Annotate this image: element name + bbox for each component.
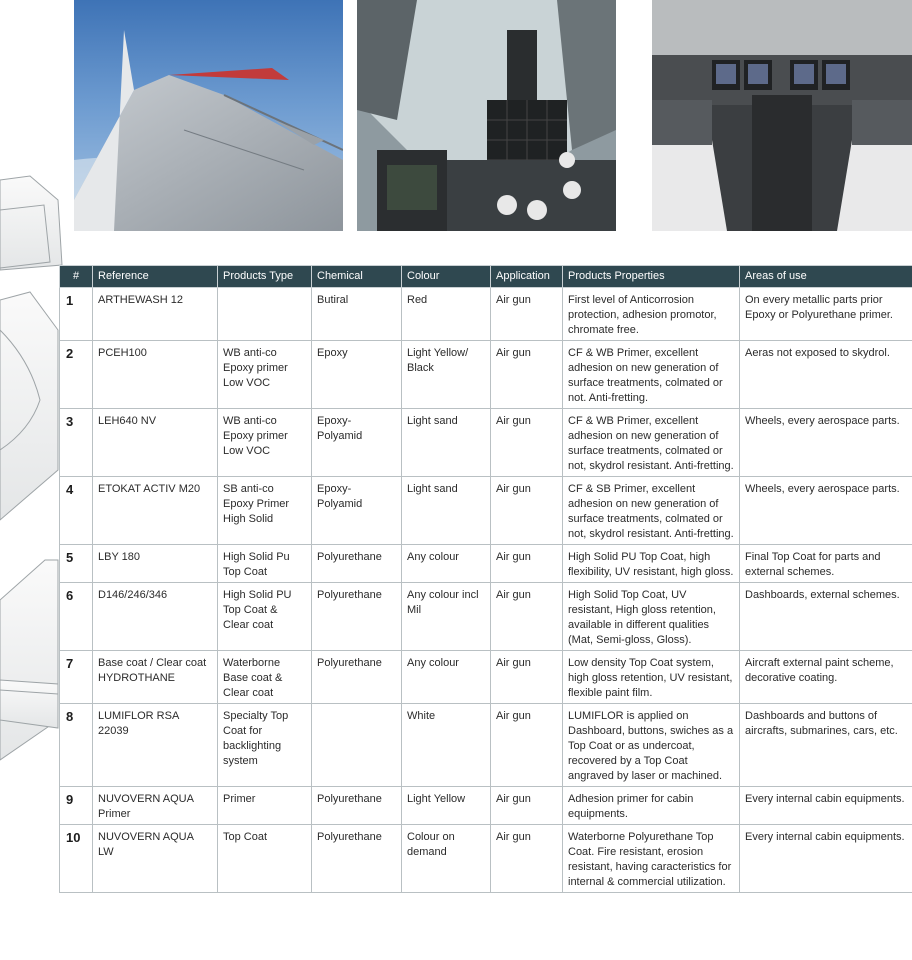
cell-application: Air gun (491, 288, 563, 341)
cell-areas-of-use: Dashboards, external schemes. (740, 583, 912, 651)
cell-colour: Red (402, 288, 491, 341)
cell-reference: ETOKAT ACTIV M20 (93, 477, 218, 545)
cell-chemical: Polyurethane (312, 787, 402, 825)
cell-products-type: Specialty Top Coat for backlighting system (218, 704, 312, 787)
cell-properties: CF & SB Primer, excellent adhesion on new generation of surface treatments, colmated or not, skydrol resistant. Anti-fretting. (563, 477, 740, 545)
cell-chemical (312, 704, 402, 787)
cell-application: Air gun (491, 477, 563, 545)
row-number: 3 (60, 409, 93, 477)
cell-application: Air gun (491, 583, 563, 651)
wing-photo (74, 0, 343, 231)
cell-chemical: Epoxy (312, 341, 402, 409)
cell-colour: Light sand (402, 477, 491, 545)
cell-application: Air gun (491, 825, 563, 893)
row-number: 8 (60, 704, 93, 787)
cell-chemical: Epoxy-Polyamid (312, 409, 402, 477)
cell-chemical: Polyurethane (312, 583, 402, 651)
cell-colour: Light Yellow/ Black (402, 341, 491, 409)
cell-chemical: Polyurethane (312, 545, 402, 583)
row-number: 1 (60, 288, 93, 341)
cell-areas-of-use: Final Top Coat for parts and external schemes. (740, 545, 912, 583)
cell-products-type: High Solid Pu Top Coat (218, 545, 312, 583)
cell-reference: LBY 180 (93, 545, 218, 583)
cell-application: Air gun (491, 409, 563, 477)
table-row (60, 787, 912, 825)
cell-chemical: Butiral (312, 288, 402, 341)
table-row (60, 409, 912, 477)
col-header-colour: Colour (402, 266, 491, 288)
cell-products-type: Primer (218, 787, 312, 825)
cell-properties: Low density Top Coat system, high gloss retention, UV resistant, flexible paint film. (563, 651, 740, 704)
row-number: 6 (60, 583, 93, 651)
cockpit-photo (357, 0, 616, 231)
table-row (60, 651, 912, 704)
cell-products-type: WB anti-co Epoxy primer Low VOC (218, 341, 312, 409)
table-row (60, 545, 912, 583)
cell-areas-of-use: On every metallic parts prior Epoxy or Polyurethane primer. (740, 288, 912, 341)
table-row (60, 583, 912, 651)
row-number: 5 (60, 545, 93, 583)
cell-colour: Light Yellow (402, 787, 491, 825)
cell-areas-of-use: Wheels, every aerospace parts. (740, 477, 912, 545)
col-header-products-properties: Products Properties (563, 266, 740, 288)
cell-colour: Colour on demand (402, 825, 491, 893)
cell-reference: ARTHEWASH 12 (93, 288, 218, 341)
cell-properties: Waterborne Polyurethane Top Coat. Fire resistant, erosion resistant, having caracteristics for internal & commercial utilization. (563, 825, 740, 893)
cell-areas-of-use: Every internal cabin equipments. (740, 825, 912, 893)
cell-areas-of-use: Every internal cabin equipments. (740, 787, 912, 825)
cell-application: Air gun (491, 704, 563, 787)
cell-reference: LEH640 NV (93, 409, 218, 477)
cell-areas-of-use: Wheels, every aerospace parts. (740, 409, 912, 477)
cell-properties: First level of Anticorrosion protection, adhesion promotor, chromate free. (563, 288, 740, 341)
col-header-reference: Reference (93, 266, 218, 288)
products-table (59, 265, 912, 893)
cell-application: Air gun (491, 787, 563, 825)
cell-products-type (218, 288, 312, 341)
cell-chemical: Epoxy-Polyamid (312, 477, 402, 545)
table-row (60, 704, 912, 787)
cell-chemical: Polyurethane (312, 825, 402, 893)
cell-reference: NUVOVERN AQUA LW (93, 825, 218, 893)
cell-products-type: WB anti-co Epoxy primer Low VOC (218, 409, 312, 477)
cell-application: Air gun (491, 545, 563, 583)
jet-cockpit-photo (652, 0, 912, 231)
col-header-areas-of-use: Areas of use (740, 266, 912, 288)
col-header-chemical: Chemical (312, 266, 402, 288)
row-number: 9 (60, 787, 93, 825)
cell-properties: LUMIFLOR is applied on Dashboard, buttons, swiches as a Top Coat or as undercoat, recovered by a Top Coat angraved by laser or machined. (563, 704, 740, 787)
cell-areas-of-use: Aeras not exposed to skydrol. (740, 341, 912, 409)
cell-reference: LUMIFLOR RSA 22039 (93, 704, 218, 787)
col-header-number: # (60, 266, 93, 288)
row-number: 10 (60, 825, 93, 893)
cell-products-type: Top Coat (218, 825, 312, 893)
cell-areas-of-use: Aircraft external paint scheme, decorative coating. (740, 651, 912, 704)
cell-chemical: Polyurethane (312, 651, 402, 704)
cell-properties: High Solid Top Coat, UV resistant, High gloss retention, available in different qualities (Mat, Semi-gloss, Gloss). (563, 583, 740, 651)
cell-reference: Base coat / Clear coat HYDROTHANE (93, 651, 218, 704)
cell-colour: Any colour (402, 651, 491, 704)
cell-products-type: SB anti-co Epoxy Primer High Solid (218, 477, 312, 545)
cell-colour: White (402, 704, 491, 787)
cell-properties: CF & WB Primer, excellent adhesion on new generation of surface treatments, colmated or not, skydrol resistant. Anti-fretting. (563, 409, 740, 477)
cell-products-type: Waterborne Base coat & Clear coat (218, 651, 312, 704)
cell-colour: Any colour incl Mil (402, 583, 491, 651)
row-number: 4 (60, 477, 93, 545)
cell-colour: Light sand (402, 409, 491, 477)
cell-properties: Adhesion primer for cabin equipments. (563, 787, 740, 825)
table-row (60, 825, 912, 893)
cell-properties: High Solid PU Top Coat, high flexibility, UV resistant, high gloss. (563, 545, 740, 583)
cell-reference: D146/246/346 (93, 583, 218, 651)
row-number: 7 (60, 651, 93, 704)
table-header-row (60, 266, 912, 288)
col-header-application: Application (491, 266, 563, 288)
cell-application: Air gun (491, 341, 563, 409)
cell-reference: NUVOVERN AQUA Primer (93, 787, 218, 825)
table-row (60, 341, 912, 409)
cell-areas-of-use: Dashboards and buttons of aircrafts, submarines, cars, etc. (740, 704, 912, 787)
cell-application: Air gun (491, 651, 563, 704)
cell-properties: CF & WB Primer, excellent adhesion on new generation of surface treatments, colmated or not. Anti-fretting. (563, 341, 740, 409)
cell-products-type: High Solid PU Top Coat & Clear coat (218, 583, 312, 651)
col-header-products-type: Products Type (218, 266, 312, 288)
cell-colour: Any colour (402, 545, 491, 583)
table-row (60, 477, 912, 545)
cell-reference: PCEH100 (93, 341, 218, 409)
row-number: 2 (60, 341, 93, 409)
table-row (60, 288, 912, 341)
